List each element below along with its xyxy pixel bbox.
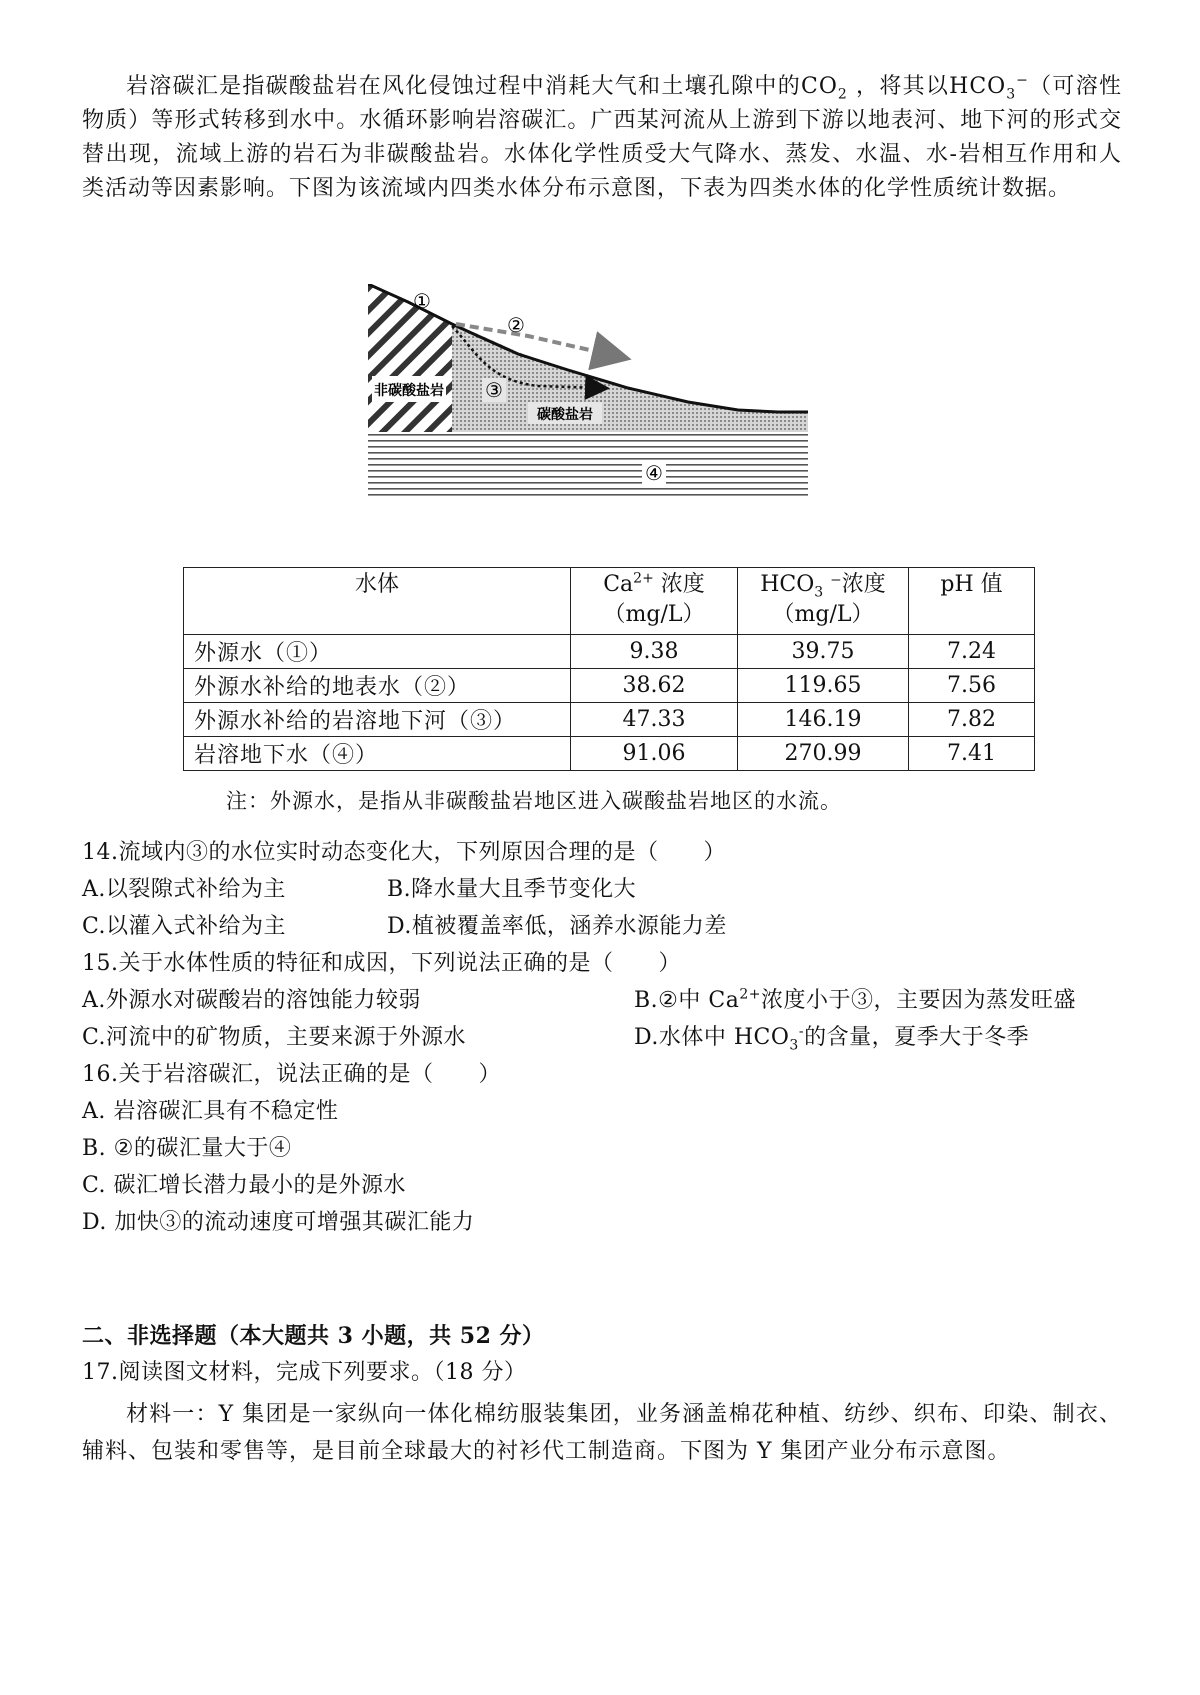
table-header-row (184, 568, 1035, 635)
q16-option-a[interactable]: A. 岩溶碳汇具有不稳定性 (82, 1099, 339, 1124)
label-4: ④ (645, 461, 663, 485)
table-row: 外源水补给的地表水（②） 38.62 119.65 7.56 (184, 669, 1035, 703)
q16-option-c[interactable]: C. 碳汇增长潜力最小的是外源水 (82, 1173, 407, 1198)
label-1: ① (413, 289, 431, 313)
non-carbonate-label: 非碳酸盐岩 (374, 383, 444, 399)
q16-option-b[interactable]: B. ②的碳汇量大于④ (82, 1136, 292, 1161)
carbonate-label: 碳酸盐岩 (537, 407, 593, 423)
header-ph: pH 值 (909, 568, 1035, 635)
header-ca: $Ca^{2+}$ 浓度 （mg/L） (571, 568, 738, 635)
header-water-body: 水体 (184, 568, 571, 635)
label-3: ③ (485, 378, 503, 402)
water-body-diagram (368, 284, 808, 500)
q17-stem: 17.阅读图文材料，完成下列要求。（18 分） (82, 1360, 527, 1385)
table-row: 岩溶地下水（④） 91.06 270.99 7.41 (184, 737, 1035, 771)
non-carbonate-rock (368, 284, 452, 432)
q14-option-b[interactable]: B.降水量大且季节变化大 (387, 877, 637, 902)
q14-option-c[interactable]: C.以灌入式补给为主 (82, 914, 287, 939)
q14-option-a[interactable]: A.以裂隙式补给为主 (82, 877, 286, 902)
q17-material-1: 材料一：Y 集团是一家纵向一体化棉纺服装集团，业务涵盖棉花种植、纺纱、织布、印染、制衣、辅料、包装和零售等，是目前全球最大的衬衫代工制造商。下图为 Y 集团产业分布示意图。 (82, 1402, 1122, 1464)
section2-title: 二、非选择题（本大题共 3 小题，共 52 分） (82, 1323, 545, 1349)
q15-option-d[interactable]: D.水体中 $HCO_3^-$的含量，夏季大于冬季 (634, 1023, 1030, 1054)
water-chemistry-table (183, 567, 1035, 771)
q15-option-c[interactable]: C.河流中的矿物质，主要来源于外源水 (82, 1025, 467, 1050)
table-row: 外源水（①） 9.38 39.75 7.24 (184, 635, 1035, 669)
q15-option-a[interactable]: A.外源水对碳酸岩的溶蚀能力较弱 (82, 988, 421, 1013)
q16-option-d[interactable]: D. 加快③的流动速度可增强其碳汇能力 (82, 1210, 475, 1235)
q16-stem: 16.关于岩溶碳汇，说法正确的是（ ） (82, 1062, 501, 1087)
label-2: ② (507, 313, 525, 337)
table-note: 注：外源水，是指从非碳酸盐岩地区进入碳酸盐岩地区的水流。 (226, 789, 842, 813)
groundwater-layer (368, 432, 808, 500)
q14-option-d[interactable]: D.植被覆盖率低，涵养水源能力差 (387, 914, 727, 939)
intro-paragraph: 岩溶碳汇是指碳酸盐岩在风化侵蚀过程中消耗大气和土壤孔隙中的$CO_2$ ，将其以$HCO_3^-$（可溶性物质）等形式转移到水中。水循环影响岩溶碳汇。广西某河流从上游到下游以地表河、地下河的形式交替出现，流域上游的岩石为非碳酸盐岩。水体化学性质受大气降水、蒸发、水温、水-岩相互作用和人类活动等因素影响。下图为该流域内四类水体分布示意图，下表为四类水体的化学性质统计数据。 (82, 72, 1122, 201)
header-hco3: $HCO_3$ ⁻浓度 （mg/L） (738, 568, 909, 635)
q15-option-b[interactable]: B.②中 $Ca^{2+}$浓度小于③，主要因为蒸发旺盛 (634, 986, 1076, 1013)
q15-stem: 15.关于水体性质的特征和成因，下列说法正确的是（ ） (82, 951, 681, 976)
q14-stem: 14.流域内③的水位实时动态变化大，下列原因合理的是（ ） (82, 840, 726, 865)
table-row: 外源水补给的岩溶地下河（③） 47.33 146.19 7.82 (184, 703, 1035, 737)
